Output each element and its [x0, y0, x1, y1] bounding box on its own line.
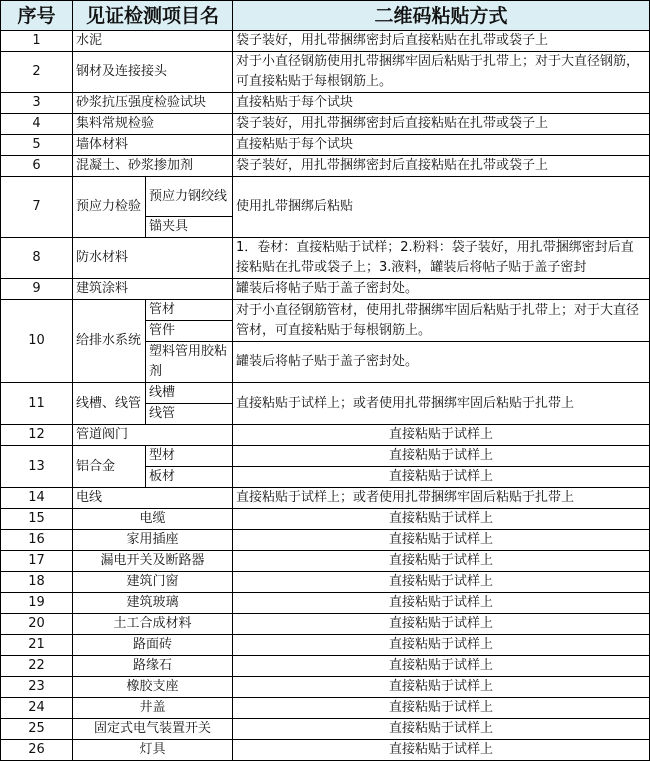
table-row	[1, 425, 650, 446]
row-item: 电线	[73, 488, 233, 509]
row-no: 6	[1, 156, 73, 177]
row-item: 路缘石	[73, 656, 233, 677]
table-row	[1, 279, 650, 300]
row-item: 固定式电气装置开关	[73, 719, 233, 740]
row-item: 混凝土、砂浆掺加剂	[73, 156, 233, 177]
row-no: 8	[1, 238, 73, 279]
row-method: 对于小直径钢筋使用扎带捆绑牢固后粘贴于扎带上；对于大直径钢筋，可直接粘贴于每根钢筋上。	[233, 52, 650, 93]
row-method: 直接粘贴于试样上；或者使用扎带捆绑牢固后粘贴于扎带上	[233, 383, 650, 425]
row-subitem: 型材	[146, 446, 233, 467]
row-method: 直接粘贴于试样上	[233, 509, 650, 530]
row-item: 灯具	[73, 740, 233, 761]
table-row	[1, 656, 650, 677]
header-no: 序号	[1, 1, 73, 31]
row-item: 墙体材料	[73, 135, 233, 156]
header-row	[1, 1, 650, 31]
row-method: 使用扎带捆绑后粘贴	[233, 177, 650, 238]
table-row	[1, 614, 650, 635]
header-method: 二维码粘贴方式	[233, 1, 650, 31]
simple-rows	[1, 509, 650, 761]
row-item: 给排水系统	[73, 300, 146, 383]
table-row	[1, 177, 650, 217]
row-item: 砂浆抗压强度检验试块	[73, 93, 233, 114]
row-method: 直接粘贴于试样上	[233, 551, 650, 572]
table-row	[1, 93, 650, 114]
row-no: 18	[1, 572, 73, 593]
row-method: 直接粘贴于试样上	[233, 593, 650, 614]
row-no: 16	[1, 530, 73, 551]
row-method: 直接粘贴于试样上	[233, 446, 650, 467]
row-item: 铝合金	[73, 446, 146, 488]
row-method: 直接粘贴于试样上	[233, 656, 650, 677]
row-method: 袋子装好，用扎带捆绑密封后直接粘贴在扎带或袋子上	[233, 156, 650, 177]
row-method: 直接粘贴于试样上	[233, 698, 650, 719]
row-no: 10	[1, 300, 73, 383]
table-row	[1, 530, 650, 551]
row-no: 20	[1, 614, 73, 635]
row-item: 土工合成材料	[73, 614, 233, 635]
row-method: 罐装后将帖子贴于盖子密封处。	[233, 342, 650, 383]
row-subitem: 线槽	[146, 383, 233, 404]
row-method: 直接粘贴于试样上	[233, 467, 650, 488]
row-item: 防水材料	[73, 238, 233, 279]
table-row	[1, 488, 650, 509]
row-item: 电缆	[73, 509, 233, 530]
row-no: 15	[1, 509, 73, 530]
table-row	[1, 509, 650, 530]
row-subitem: 板材	[146, 467, 233, 488]
row-method: 直接粘贴于每个试块	[233, 135, 650, 156]
row-no: 12	[1, 425, 73, 446]
table-row	[1, 551, 650, 572]
row-item: 建筑门窗	[73, 572, 233, 593]
row-no: 25	[1, 719, 73, 740]
row-item: 线槽、线管	[73, 383, 146, 425]
row-method: 袋子装好，用扎带捆绑密封后直接粘贴在扎带或袋子上	[233, 31, 650, 52]
row-no: 14	[1, 488, 73, 509]
table-row	[1, 114, 650, 135]
table-row	[1, 740, 650, 761]
row-method: 直接粘贴于试样上	[233, 677, 650, 698]
row-item: 水泥	[73, 31, 233, 52]
table-row	[1, 156, 650, 177]
row-no: 26	[1, 740, 73, 761]
row-item: 管道阀门	[73, 425, 233, 446]
row-item: 预应力检验	[73, 177, 146, 238]
table-row	[1, 135, 650, 156]
row-method	[233, 238, 650, 279]
row-method: 直接粘贴于试样上；或者使用扎带捆绑牢固后粘贴于扎带上	[233, 488, 650, 509]
row-method: 直接粘贴于试样上	[233, 719, 650, 740]
row-no: 21	[1, 635, 73, 656]
row-no: 2	[1, 52, 73, 93]
row-no: 9	[1, 279, 73, 300]
row-no: 3	[1, 93, 73, 114]
row-item: 家用插座	[73, 530, 233, 551]
row-no: 13	[1, 446, 73, 488]
row-no: 11	[1, 383, 73, 425]
table-row	[1, 698, 650, 719]
table-row	[1, 677, 650, 698]
row-subitem: 锚夹具	[146, 217, 233, 238]
row-no: 1	[1, 31, 73, 52]
table-row	[1, 238, 650, 279]
row-method: 直接粘贴于试样上	[233, 530, 650, 551]
row-method: 直接粘贴于试样上	[233, 572, 650, 593]
row-subitem: 管材	[146, 300, 233, 321]
row-item: 建筑玻璃	[73, 593, 233, 614]
row-item: 橡胶支座	[73, 677, 233, 698]
row-subitem: 线管	[146, 404, 233, 425]
row-subitem: 管件	[146, 321, 233, 342]
row-method: 对于小直径钢筋管材，使用扎带捆绑牢固后粘贴于扎带上；对于大直径管材，可直接粘贴于每根钢筋上。	[233, 300, 650, 342]
row-no: 7	[1, 177, 73, 238]
row-no: 24	[1, 698, 73, 719]
row-no: 4	[1, 114, 73, 135]
row-no: 19	[1, 593, 73, 614]
table-row	[1, 593, 650, 614]
row-item: 井盖	[73, 698, 233, 719]
table-row	[1, 635, 650, 656]
table-row	[1, 52, 650, 93]
row-method: 直接粘贴于试样上	[233, 425, 650, 446]
row-subitem: 预应力钢绞线	[146, 177, 233, 217]
row-item: 钢材及连接接头	[73, 52, 233, 93]
row-method: 直接粘贴于试样上	[233, 740, 650, 761]
row-method: 直接粘贴于每个试块	[233, 93, 650, 114]
row-item: 路面砖	[73, 635, 233, 656]
row-no: 5	[1, 135, 73, 156]
table-row	[1, 719, 650, 740]
row-no: 17	[1, 551, 73, 572]
row-method-text: 1．卷材：直接粘贴于试样；2.粉料：袋子装好，用扎带捆绑密封后直接粘贴在扎带或袋子上；3.液料，罐装后将帖子贴于盖子密封	[236, 240, 634, 275]
table-row	[1, 572, 650, 593]
row-no: 23	[1, 677, 73, 698]
row-no: 22	[1, 656, 73, 677]
row-method: 罐装后将帖子贴于盖子密封处。	[233, 279, 650, 300]
row-method: 直接粘贴于试样上	[233, 635, 650, 656]
header-item: 见证检测项目名	[73, 1, 233, 31]
table-row	[1, 300, 650, 321]
row-method: 直接粘贴于试样上	[233, 614, 650, 635]
row-subitem: 塑料管用胶粘剂	[146, 342, 233, 383]
row-item: 漏电开关及断路器	[73, 551, 233, 572]
row-item: 建筑涂料	[73, 279, 233, 300]
row-method: 袋子装好，用扎带捆绑密封后直接粘贴在扎带或袋子上	[233, 114, 650, 135]
table-row	[1, 31, 650, 52]
table-row	[1, 383, 650, 404]
row-item: 集料常规检验	[73, 114, 233, 135]
table-row	[1, 446, 650, 467]
